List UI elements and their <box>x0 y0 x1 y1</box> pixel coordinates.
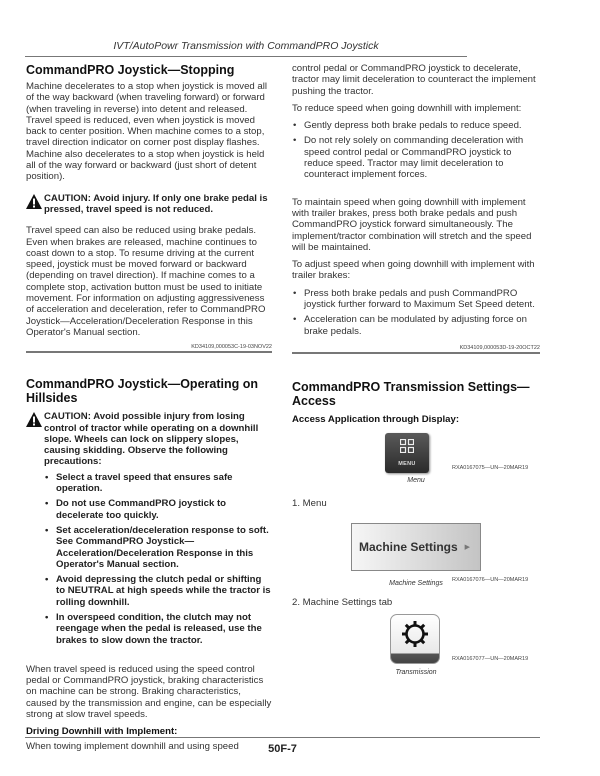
section-title: CommandPRO Transmission Settings—Access <box>292 379 530 408</box>
caution-block <box>26 193 272 216</box>
right-column <box>292 63 540 676</box>
grid-icon <box>400 439 414 458</box>
list-item: • Do not rely solely on commanding deceleration with speed control pedal or CommandPRO joystick to reduce speed. Tractor may limit deceleration to counteract implement forces. <box>292 135 540 180</box>
section-stopping <box>26 63 272 353</box>
gear-icon <box>402 621 428 652</box>
section-hillsides <box>26 377 272 752</box>
figure-code: RXA0167077—UN—20MAR19 <box>452 655 529 662</box>
paragraph: When travel speed is reduced using the speed control pedal or CommandPRO joystick, braking characteristics on machine can be strong. Braking characteristics, caused by the transmission and engine, can be especially strong at slow travel speeds. <box>26 663 272 721</box>
reference-code: KD34109,000053C-19-03NOV22 <box>191 344 272 351</box>
section-title: CommandPRO Joystick—Operating on Hillsides <box>26 377 258 406</box>
page-header: IVT/AutoPowr Transmission with CommandPRO Joystick <box>113 40 379 52</box>
section-divider <box>292 352 540 354</box>
left-column <box>26 63 272 759</box>
figure-code: RXA0167075—UN—20MAR19 <box>452 464 529 471</box>
machine-settings-label: Machine Settings <box>359 539 458 554</box>
figure-caption: Machine Settings <box>389 579 443 587</box>
figure-transmission <box>292 614 540 676</box>
subheading: Driving Downhill with Implement: <box>26 726 178 738</box>
figure-menu <box>292 433 540 484</box>
list-item: • Avoid depressing the clutch pedal or shifting to NEUTRAL at high speeds while the tractor is rolling downhill. <box>44 574 272 608</box>
step-1: 1. Menu <box>292 497 327 509</box>
figure-machine-settings <box>292 523 540 587</box>
transmission-button[interactable] <box>390 614 440 664</box>
menu-button-label: MENU <box>398 460 416 467</box>
list-item: • Press both brake pedals and push CommandPRO joystick further forward to Maximum Set Speed detent. <box>292 288 540 311</box>
bullet-list <box>292 288 540 337</box>
figure-caption: Transmission <box>395 668 437 676</box>
list-item: • Set acceleration/deceleration response to soft. See CommandPRO Joystick—Acceleration/Deceleration Response in this Operator's Manual section. <box>44 525 272 570</box>
reference-code: KD34109,000053D-19-20OCT22 <box>459 344 540 351</box>
paragraph: To maintain speed when going downhill with implement with trailer brakes, press both brake pedals and push CommandPRO joystick forward simultaneously. The implement/tractor combination will stretch and the speed will be maintained. <box>292 196 532 253</box>
bullet-list <box>292 120 540 180</box>
caution-text: CAUTION: Avoid injury. If only one brake pedal is pressed, travel speed is not reduced. <box>44 192 268 215</box>
precaution-list <box>44 472 272 646</box>
section-divider <box>26 351 272 353</box>
caution-text: CAUTION: Avoid possible injury from losing control of tractor while operating on a downhill slope. Wheels can lock on slippery slopes, causing skidding. Observe the following precautions: <box>44 411 259 468</box>
header-rule <box>25 56 467 57</box>
paragraph: Machine decelerates to a stop when joystick is moved all of the way backward (when traveling forward) or forward (when traveling in reverse) into detent and released. Travel speed is reduced, even when joystick is moved back to center position. When machine comes to a stop, travel direction indicator on corner post display flashes. Machine also decelerates to a stop when joystick is held all of the way forward or backward (just short of detent position). <box>26 81 268 183</box>
warning-icon <box>26 194 44 216</box>
section-settings-access <box>292 380 540 676</box>
subheading: Access Application through Display: <box>292 413 460 425</box>
menu-button[interactable] <box>385 433 429 473</box>
paragraph: To adjust speed when going downhill with implement with trailer brakes: <box>292 259 535 282</box>
arrow-right-icon: ▶ <box>464 543 470 551</box>
figure-caption: Menu <box>407 476 425 484</box>
paragraph: control pedal or CommandPRO joystick to decelerate, tractor may limit deceleration to counteract the implement pushing the tractor. <box>292 63 536 97</box>
machine-settings-button[interactable] <box>351 523 481 571</box>
section-downhill-continued <box>292 63 540 354</box>
figure-code: RXA0167076—UN—20MAR19 <box>452 576 529 583</box>
list-item: • In overspeed condition, the clutch may not reengage when the pedal is released, use the brakes to slow down the tractor. <box>44 612 272 646</box>
list-item: • Select a travel speed that ensures safe operation. <box>44 472 272 495</box>
paragraph: When towing implement downhill and using speed <box>26 741 239 753</box>
footer-rule <box>25 737 540 738</box>
list-item: • Gently depress both brake pedals to reduce speed. <box>292 120 540 131</box>
list-item: • Acceleration can be modulated by adjusting force on brake pedals. <box>292 314 540 337</box>
caution-block <box>26 411 272 654</box>
list-item: • Do not use CommandPRO joystick to decelerate too quickly. <box>44 498 272 521</box>
warning-icon <box>26 412 44 654</box>
step-2: 2. Machine Settings tab <box>292 596 393 608</box>
section-title: CommandPRO Joystick—Stopping <box>26 63 235 77</box>
paragraph: Travel speed can also be reduced using brake pedals. Even when brakes are released, machine continues to coast down to a stop. To resume driving at the current speed, joystick must be moved forward or backward (depending on travel direction). If machine comes to a complete stop, activation button must be used to initiate movement. For information on adjusting aggressiveness of acceleration and deceleration, refer to CommandPRO Joystick—Acceleration/Deceleration Response in this Operator's Manual section. <box>26 225 266 338</box>
page-number: 50F-7 <box>268 743 297 755</box>
paragraph: To reduce speed when going downhill with implement: <box>292 102 522 114</box>
